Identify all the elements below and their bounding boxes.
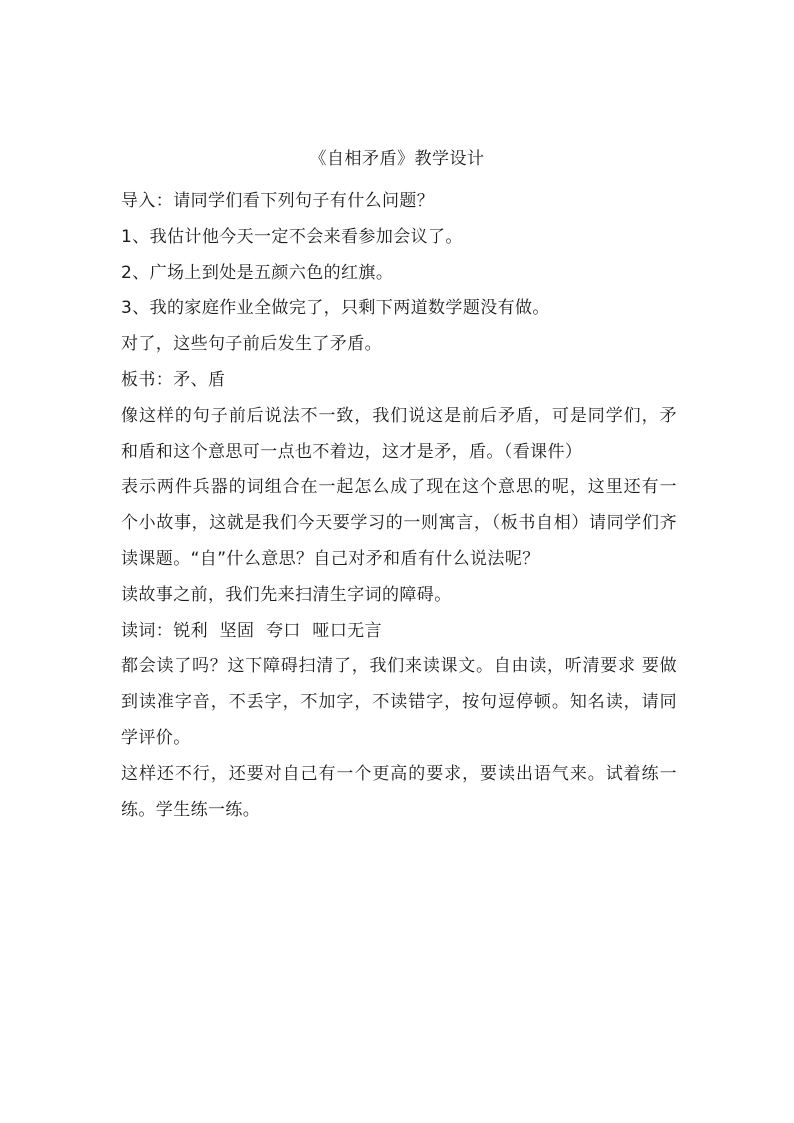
paragraph-vocab-words: 读词：锐利 坚固 夸口 哑口无言 bbox=[121, 620, 383, 641]
paragraph-reading-requirements: 都会读了吗？这下障碍扫清了，我们来读课文。自由读，听清要求 要做到读准字音，不丢字，不加字，不读错字，按句逗停顿。知名读，请同学评价。 bbox=[121, 656, 677, 748]
paragraph-conclusion: 对了，这些句子前后发生了矛盾。 bbox=[121, 334, 382, 355]
paragraph-practice: 这样还不行，还要对自己有一个更高的要求，要读出语气来。试着练一练。学生练一练。 bbox=[121, 763, 677, 820]
paragraph-sentence-1: 1、我估计他今天一定不会来看参加会议了。 bbox=[121, 226, 463, 247]
document-title: 《自相矛盾》教学设计 bbox=[309, 149, 485, 169]
paragraph-intro: 导入：请同学们看下列句子有什么问题？ bbox=[121, 191, 435, 211]
paragraph-explanation: 像这样的句子前后说法不一致，我们说这是前后矛盾，可是同学们，矛和盾和这个意思可一点也不着边，这才是矛，盾。（看课件） bbox=[121, 405, 677, 462]
paragraph-story-intro: 表示两件兵器的词组合在一起怎么成了现在这个意思的呢，这里还有一个小故事，这就是我们今天要学习的一则寓言，（板书自相）请同学们齐读课题。“自”什么意思？自己对矛和盾有什么说法呢？ bbox=[121, 477, 677, 569]
paragraph-vocab-intro: 读故事之前，我们先来扫清生字词的障碍。 bbox=[121, 584, 452, 605]
document-body bbox=[121, 184, 677, 828]
paragraph-sentence-3: 3、我的家庭作业全做完了，只剩下两道数学题没有做。 bbox=[121, 298, 550, 319]
paragraph-board-note: 板书：矛、盾 bbox=[121, 369, 226, 390]
paragraph-sentence-2: 2、广场上到处是五颜六色的红旗。 bbox=[121, 262, 394, 283]
